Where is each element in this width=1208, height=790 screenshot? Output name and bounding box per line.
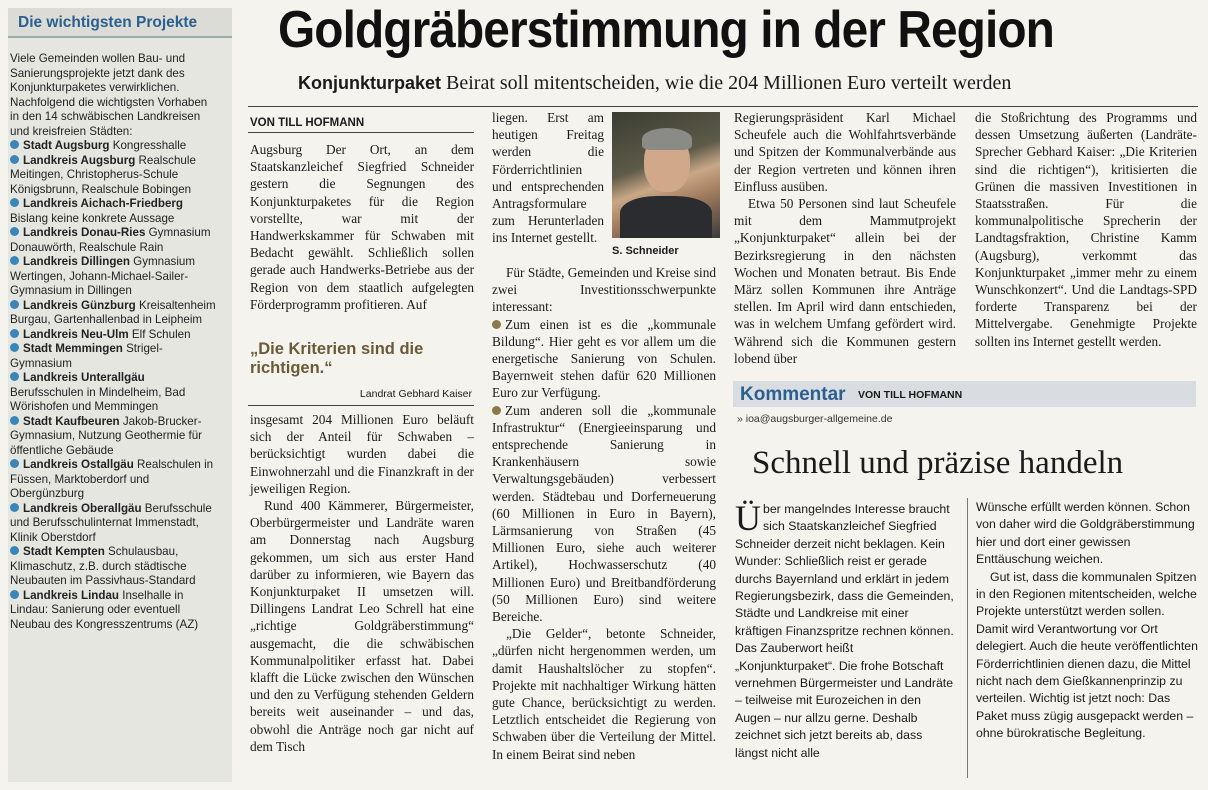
bullet-icon (492, 406, 501, 415)
article-text: Zum anderen soll die „kommunale Infrastruktur“ (Energieeinsparung und entsprechende Sanierung in Krankenhäusern sowie Verwaltungsgebäuden) verbessert werden. Städtebau und Dorferneuerung (60 Millionen in Euro in Bayern), Lärmsanierung von Straßen (45 Millionen Euro, siehe auch weiterer Artikel), Hochwasserschutz (40 Millionen Euro) und Breitbandförderung (50 Millionen Euro) sind weitere Bereiche. (492, 402, 716, 625)
article-paragraph (492, 316, 716, 402)
sidebar-item-place: Landkreis Aichach-Friedberg (23, 197, 183, 210)
sidebar-list-item (10, 139, 218, 154)
article-paragraph: die Stoßrichtung des Programms und dessen Umsetzung äußerten (Landräte-Sprecher Gebhard Kaiser: „Die Kriterien sind die richtigen“), kritisierten die Grünen die massiven Investitionen in Staatsstraßen. Für die kommunalpolitische Sprecherin der Landtagsfraktion, Christine Kamm (Augsburg), verkommt das Konjunkturpaket „immer mehr zu einem Wunschkonzert“. Und die Landtags-SPD forderte Transparenz bei der Mittelvergabe. Genehmigte Projekte sollten ins Internet gestellt werden. (975, 110, 1197, 349)
article-text: Zum einen ist es die „kommunale Bildung“. Hier geht es vor allem um die energetische Sanierung von Schulen. Bayernweit stehen dafür 620 Millionen Euro zur Verfügung. (492, 316, 716, 401)
sidebar-list-item (10, 154, 218, 198)
kommentar-headline: Schnell und präzise handeln (752, 445, 1124, 481)
sidebar-item-place: Stadt Kaufbeuren (23, 414, 120, 428)
sidebar-item-place: Landkreis Donau-Ries (23, 226, 146, 239)
article-paragraph: Für Städte, Gemeinden und Kreise sind zwei Investitionsschwerpunkte interessant: (492, 265, 716, 315)
sidebar-list-item (10, 589, 218, 633)
sidebar-item-text: Kreisaltenheim Burgau, Gartenhallenbad in Leipheim (10, 298, 216, 326)
sidebar-item-text: Bislang keine konkrete Aussage (10, 211, 175, 225)
article-paragraph (492, 402, 716, 626)
sidebar-item-text: Kongresshalle (109, 139, 187, 152)
sidebar-item-place: Stadt Augsburg (23, 139, 110, 152)
headline: Goldgräberstimmung in der Region (278, 1, 1054, 59)
article-column-4 (975, 109, 1197, 350)
article-paragraph: Etwa 50 Personen sind laut Scheufele mit dem Mammutprojekt „Konjunkturpaket“ allein bei der Bezirksregierung in den nächsten Wochen und Monaten betraut. Bis Ende März sollen Kommunen ihre Anträge stellen. Im April wird dann entschieden, was in welchem Umfang gefördert wird. Während sich die Kommunen gestern lobend über (734, 196, 956, 366)
sidebar-item-text: Strigel-Gymnasium (10, 342, 163, 370)
sidebar-item-place: Landkreis Lindau (23, 588, 119, 602)
bullet-icon (10, 198, 19, 207)
kommentar-paragraph: Wünsche erfüllt werden können. Schon von daher wird die Goldgräberstimmung hier und dort einer gewissen Enttäuschung weichen. (976, 500, 1195, 567)
sidebar-item-place: Landkreis Oberallgäu (23, 501, 142, 515)
article-column-1 (250, 141, 474, 313)
bullet-icon (10, 300, 19, 309)
bullet-icon (10, 503, 19, 512)
pull-quote (250, 340, 472, 400)
sidebar-item-place: Landkreis Augsburg (23, 153, 136, 167)
kicker: Konjunkturpaket (298, 73, 442, 93)
bullet-icon (10, 372, 19, 381)
article-paragraph: Regierungspräsident Karl Michael Scheufele auch die Wohlfahrtsverbände und Spitzen der Kommunalverbände aus der Region vertreten und können ihren Einfluss ausüben. (734, 110, 956, 194)
sidebar-item-place: Landkreis Dillingen (23, 255, 130, 268)
sidebar-body (10, 52, 218, 632)
sidebar-item-text: Elf Schulen (128, 327, 191, 341)
sidebar-list-item (10, 458, 218, 502)
kommentar-email: » ioa@augsburger-allgemeine.de (737, 413, 893, 425)
sidebar-item-text: Realschulen in Füssen, Marktoberdorf und Obergünzburg (10, 458, 214, 500)
sidebar-item-text: Jakob-Brucker-Gymnasium, Nutzung Geothermie für öffentliche Gebäude (10, 414, 203, 457)
dropcap: Ü (735, 498, 761, 538)
kommentar-paragraph: Gut ist, dass die kommunalen Spitzen in den Regionen mitentscheiden, welche Projekte unterstützt werden sollen. Damit wird Verantwortung vor Ort delegiert. Auch die heute veröffentlichten Förderrichtlinien dienen dazu, die Mittel nicht nach dem Gießkannenprinzip zu verteilen. Wichtig ist jetzt noch: Das Paket muss zügig ausgepackt werden – ohne bürokratische Begleitung. (976, 569, 1198, 741)
sidebar-list-item (10, 299, 218, 328)
sidebar-item-text: Inselhalle in Lindau: Sanierung oder eventuell Neubau des Kongresszentrums (AZ) (10, 588, 199, 631)
article-paragraph: insgesamt 204 Millionen Euro beläuft sich der Anteil für Schwaben – berücksichtigt wurden dabei die Einwohnerzahl und die Finanzkraft in der jeweiligen Region. (250, 412, 474, 496)
sidebar-title: Die wichtigsten Projekte (8, 8, 232, 38)
sidebar-list-item (10, 197, 218, 226)
column-divider (967, 498, 968, 778)
article-column-1b (250, 411, 474, 755)
sidebar-list-item (10, 255, 218, 299)
sidebar-list-item (10, 226, 218, 255)
subhead-text: Beirat soll mitentscheiden, wie die 204 Millionen Euro verteilt werden (441, 72, 1012, 94)
sidebar-item-place: Stadt Kempten (23, 545, 105, 558)
article-column-3 (734, 109, 956, 367)
sidebar-item-place: Landkreis Neu-Ulm (23, 327, 129, 341)
divider (248, 106, 1198, 107)
divider (248, 405, 474, 406)
photo-caption: S. Schneider (612, 245, 679, 257)
photo-suit (620, 196, 712, 238)
sidebar-item-place: Landkreis Günzburg (23, 298, 136, 312)
sidebar-list-item (10, 328, 218, 343)
sidebar-item-text: Berufsschulen in Mindelheim, Bad Wörishofen und Memmingen (10, 385, 186, 413)
quote-author: Landrat Gebhard Kaiser (359, 388, 472, 400)
bullet-icon (10, 227, 19, 236)
bullet-icon (10, 329, 19, 338)
bullet-icon (10, 256, 19, 265)
sidebar-list-item (10, 502, 218, 546)
sidebar-item-text: Schulausbau, Klimaschutz, z.B. durch städtische Neubauten im Passivhaus-Standard (10, 545, 196, 587)
bullet-icon (492, 320, 501, 329)
portrait-photo (612, 112, 720, 238)
bullet-icon (10, 140, 19, 149)
sidebar-item-text: Gymnasium Donauwörth, Realschule Rain (10, 226, 211, 254)
bullet-icon (10, 416, 19, 425)
kommentar-column-1 (735, 498, 957, 762)
article-column-2-top (492, 109, 604, 247)
sidebar-item-place: Landkreis Unterallgäu (23, 371, 145, 384)
sidebar-list-item (10, 342, 218, 371)
photo-hair (642, 128, 692, 150)
kommentar-label: Kommentar (740, 384, 846, 405)
sidebar-item-text: Realschule Meitingen, Christopherus-Schule Königsbrunn, Realschule Bobingen (10, 153, 196, 196)
quote-text: „Die Kriterien sind die richtigen.“ (250, 340, 424, 377)
bullet-icon (10, 155, 19, 164)
sidebar-item-text: Gymnasium Wertingen, Johann-Michael-Sailer-Gymnasium in Dillingen (10, 255, 196, 297)
sidebar-list-item (10, 415, 218, 459)
sidebar-list-item (10, 545, 218, 589)
subhead (298, 72, 1178, 95)
sidebar-intro: Viele Gemeinden wollen Bau- und Sanierungsprojekte jetzt dank des Konjunkturpaketes verwirklichen. Nachfolgend die wichtigsten Vorhaben in den 14 schwäbischen Landkreisen und kreisfreien Städten: (10, 52, 208, 138)
bullet-icon (10, 546, 19, 555)
sidebar-item-place: Landkreis Ostallgäu (23, 458, 134, 471)
article-column-2 (492, 264, 716, 763)
sidebar-list-item (10, 371, 218, 415)
byline: VON TILL HOFMANN (250, 117, 365, 129)
bullet-icon (10, 590, 19, 599)
bullet-icon (10, 459, 19, 468)
divider (248, 132, 474, 133)
sidebar-item-text: Berufsschule und Berufsschulinternat Immenstadt, Klinik Oberstdorf (10, 501, 212, 544)
article-paragraph: Rund 400 Kämmerer, Bürgermeister, Oberbürgermeister und Landräte waren am Donnerstag nach Augsburg gekommen, um sich aus erster Hand darüber zu informieren, wie Bayern das Konjunkturpaket II umsetzen will. Dillingens Landrat Leo Schrell hat eine „richtige Goldgräberstimmung“ ausgemacht, die die schwäbischen Kommunalpolitiker erfasst hat. Dabei klafft die Lücke zwischen den Wünschen und den zu Verfügung stehenden Geldern bereits weit auseinander – und das, obwohl die Anträge noch gar nicht auf dem Tisch (250, 498, 474, 754)
article-paragraph: liegen. Erst am heutigen Freitag werden die Förderrichtlinien und entsprechenden Antragsformulare zum Herunterladen ins Internet gestellt. (492, 110, 604, 246)
article-paragraph: Augsburg Der Ort, an dem Staatskanzleichef Siegfried Schneider gestern die Segnungen des Konjunkturpaketes für die Region vorstellte, war mit der Handwerkskammer für Schwaben mit Bedacht gewählt. Schließlich sollen gerade auch Handwerks-Betriebe aus der Region von dem staatlich aufgelegten Förderprogramm profitieren. Auf (250, 142, 474, 312)
kommentar-byline: VON TILL HOFMANN (858, 389, 963, 401)
bullet-icon (10, 343, 19, 352)
article-paragraph: „Die Gelder“, betonte Schneider, „dürfen nicht hergenommen werden, um damit Haushaltslöcher zu stopfen“. Projekte mit nachhaltiger Wirkung hätten gute Chance, berücksichtigt zu werden. Letztlich entscheidet die Regierung von Schwaben über die Verteilung der Mittel. In einem Beirat sind neben (492, 626, 716, 762)
kommentar-text: ber mangelndes Interesse braucht sich Staatskanzleichef Siegfried Schneider derzeit nicht beklagen. Kein Wunder: Schließlich reist er gerade durchs Bayernland und erklärt in jedem Regierungsbezirk, dass die Gemeinden, Städte und Landkreise mit einer kräftigen Finanzspritze rechnen können. Das Zauberwort heißt „Konjunkturpaket“. Die frohe Botschaft vernehmen Bürgermeister und Landräte – teilweise mit Eurozeichen in den Augen – nur allzu gerne. Deshalb zeichnet sich jetzt bereits ab, dass längst nicht alle (735, 502, 954, 760)
sidebar-item-place: Stadt Memmingen (23, 342, 123, 355)
kommentar-column-2 (976, 499, 1198, 743)
kommentar-paragraph (735, 498, 957, 762)
